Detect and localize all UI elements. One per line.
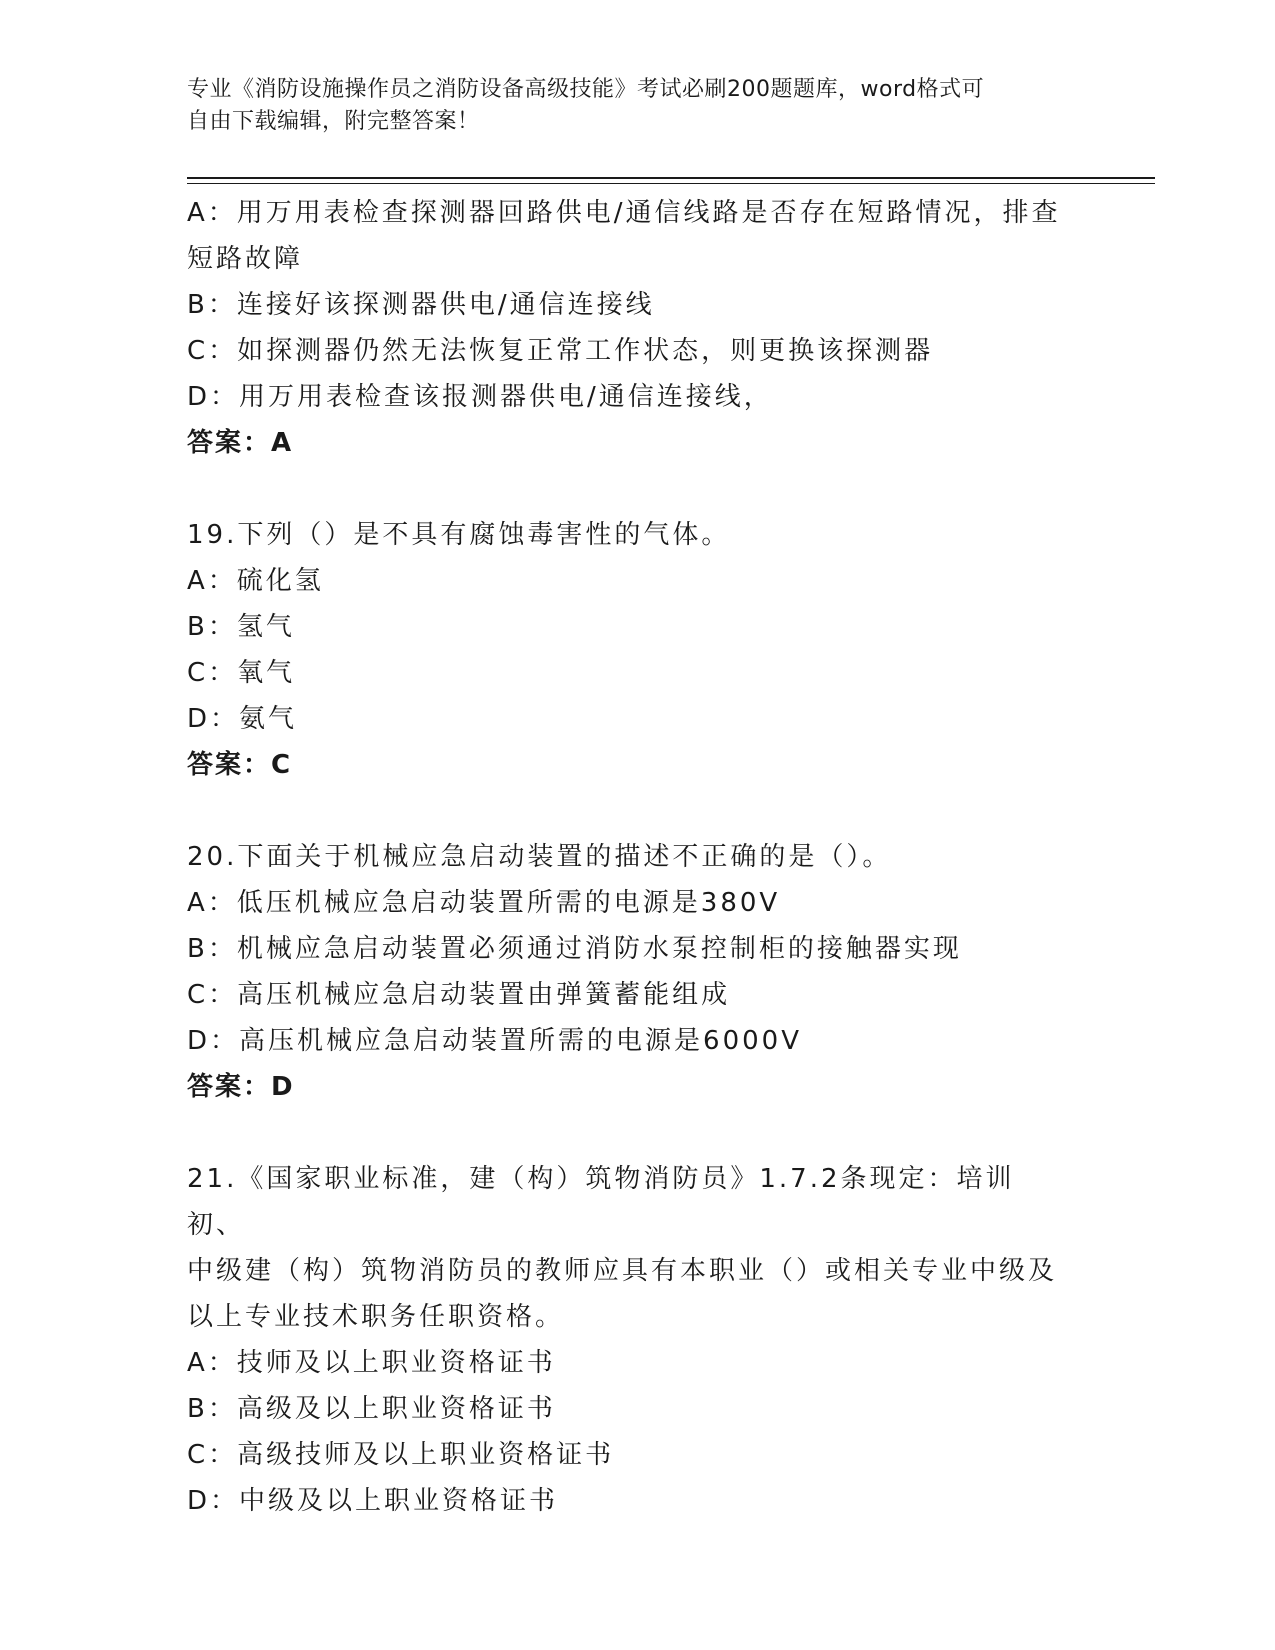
option-line: C：如探测器仍然无法恢复正常工作状态，则更换该探测器 <box>187 336 934 366</box>
question-20 <box>187 834 1067 1110</box>
option-line: D：用万用表检查该报测器供电/通信连接线， <box>187 382 773 412</box>
option-a: A：技师及以上职业资格证书 <box>187 1348 556 1378</box>
option-a: A：硫化氢 <box>187 566 324 596</box>
question-19 <box>187 512 1067 788</box>
option-b: B：机械应急启动装置必须通过消防水泵控制柜的接触器实现 <box>187 934 962 964</box>
header-line-1: 专业《消防设施操作员之消防设备高级技能》考试必刷200题题库，word格式可 <box>187 77 985 102</box>
option-line: 短路故障 <box>187 244 304 274</box>
question-stem: 中级建（构）筑物消防员的教师应具有本职业（）或相关专业中级及 <box>187 1256 1058 1286</box>
answer-line: 答案：C <box>187 750 293 780</box>
option-c: C：高压机械应急启动装置由弹簧蓄能组成 <box>187 980 731 1010</box>
answer-line: 答案：D <box>187 1072 295 1102</box>
option-b: B：氢气 <box>187 612 295 642</box>
header-rule-thick <box>187 177 1155 179</box>
header-line-2: 自由下载编辑，附完整答案！ <box>187 109 480 134</box>
prev-question <box>187 190 1067 466</box>
document-header <box>187 74 1087 138</box>
option-d: D：高压机械应急启动装置所需的电源是6000V <box>187 1026 802 1056</box>
option-line: B：连接好该探测器供电/通信连接线 <box>187 290 655 320</box>
question-stem: 以上专业技术职务任职资格。 <box>187 1302 565 1332</box>
question-21 <box>187 1156 1067 1524</box>
header-rule-thin <box>187 183 1155 184</box>
answer-line: 答案：A <box>187 428 294 458</box>
option-d: D：氨气 <box>187 704 298 734</box>
question-stem: 20.下面关于机械应急启动装置的描述不正确的是（）。 <box>187 842 892 872</box>
option-d: D：中级及以上职业资格证书 <box>187 1486 559 1516</box>
option-b: B：高级及以上职业资格证书 <box>187 1394 556 1424</box>
option-c: C：氧气 <box>187 658 296 688</box>
question-stem: 19.下列（）是不具有腐蚀毒害性的气体。 <box>187 520 731 550</box>
option-line: A：用万用表检查探测器回路供电/通信线路是否存在短路情况，排查 <box>187 198 1061 228</box>
option-a: A：低压机械应急启动装置所需的电源是380V <box>187 888 781 918</box>
question-stem: 21.《国家职业标准，建（构）筑物消防员》1.7.2条现定：培训初、 <box>187 1164 1015 1240</box>
option-c: C：高级技师及以上职业资格证书 <box>187 1440 615 1470</box>
question-content <box>187 190 1067 1524</box>
